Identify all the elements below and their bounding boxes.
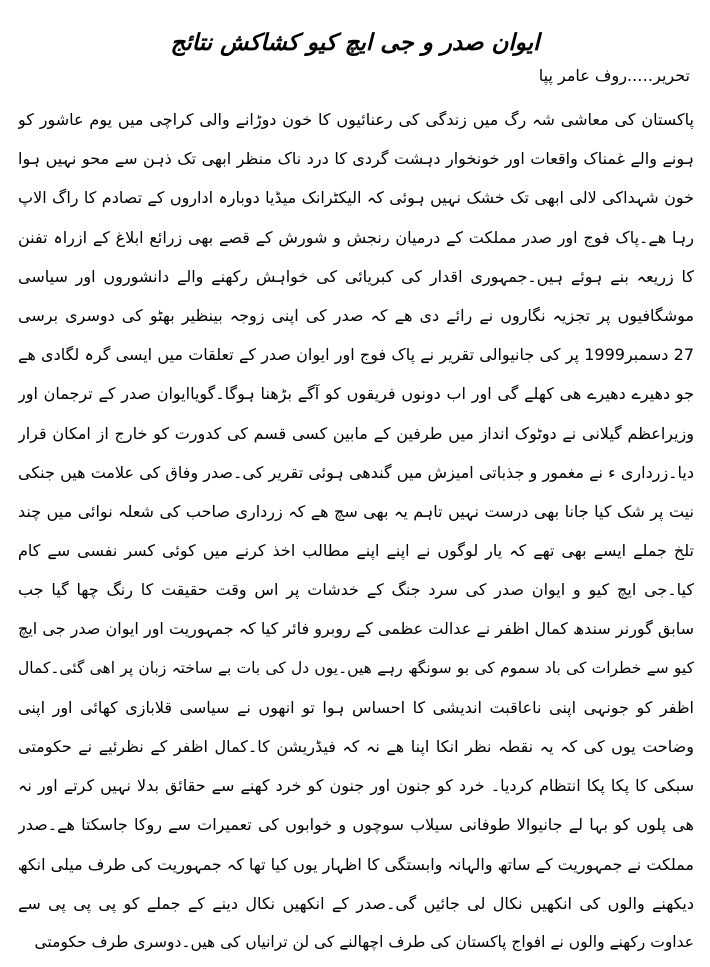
body-line: سبکی کا پکا پکا انتظام کردیا۔ خرد کو جنون اور جنون کو خرد کھنے سے حقائق بدلا نہیں کرتے اور نہ (18, 776, 694, 796)
body-line: کیا۔جی ایچ کیو و ایوان صدر کی سرد جنگ کے خدشات پر اس وقت حقیقت کا رنگ چھا گیا جب (18, 580, 694, 600)
body-line: ھی پلوں کو بہا لے جانیوالا طوفانی سیلاب سوچوں و خوابوں کی تعمیرات سے روکا جاسکتا ھے۔صدر (18, 815, 694, 835)
article-title: ایوان صدر و جی ایچ کیو کشاکش نتائج (170, 30, 540, 57)
body-line: دیا۔زرداری ء نے مغمور و جذباتی امیزش میں گندھی ہوئی تقریر کی۔صدر وفاق کی علامت ھیں جنکی (18, 462, 694, 482)
body-line: پاکستان کی معاشی شہ رگ میں زندگی کی رعنائیوں کا خون دوڑانے والی کراچی میں یوم عاشور کو (18, 110, 694, 129)
body-line: دیکھنے والوں کی انکھیں نکال لی جائیں گی۔صدر کے انکھیں نکال دینے کے جملے کو پی پی پی سے (18, 893, 694, 913)
body-line: موشگافیوں پر تجزیہ نگاروں نے رائے دی ھے کہ صدر کی اپنی زوجہ بینظیر بھٹو کی دوسری برسی (18, 305, 694, 325)
body-line: تلخ جملے ایسے بھی تھے کہ یار لوگوں نے اپنے اپنے مطالب اخذ کرنے میں کوئی کسر نفسی سے کام (18, 541, 694, 561)
body-line: ہونے والے غمناک واقعات اور خونخوار دہشت گردی کا درد ناک منظر ابھی تک ذہن سے محو نہیں ہوا (18, 149, 694, 169)
body-line: کیو سے خطرات کی باد سموم کی بو سونگھ رہے ھیں۔یوں دل کی بات بے ساختہ زبان پر اھی گئی۔کمال (18, 658, 694, 677)
body-line: وزیراعظم گیلانی نے دوٹوک انداز میں طرفین کے مابین کسی قسم کی کدورت کو خارج از امکان قرار (18, 423, 694, 443)
body-line: کا زریعہ بنے ہوئے ہیں۔جمہوری اقدار کی کبریائی کی خواہش رکھنے والے دانشوروں اور سیاسی (18, 266, 694, 286)
body-line: جو دھیرے دھیرے ھی کھلے گی اور اب دونوں فریقوں کو آگے بڑھنا ہوگا۔گویاایوان صدر کے ترجمان اور (18, 384, 694, 404)
body-line: وضاحت یوں کی کہ یہ نقطہ نظر انکا اپنا ھے نہ کہ فیڈریشن کا۔کمال اظفر کے نظرئیے نے حکومتی (18, 737, 694, 756)
body-line: 27 دسمبر1999 پر کی جانیوالی تقریر نے پاک فوج اور ایوان صدر کے تعلقات میں ایسی گرہ لگادی ھے (18, 345, 694, 365)
body-line: رہا ھے۔پاک فوج اور صدر مملکت کے درمیان رنجش و شورش کے قصے بھی زرائع ابلاغ کے ازراہ تفنن (18, 227, 694, 247)
body-line: سابق گورنر سندھ کمال اظفر نے عدالت عظمی کے روبرو فائر کیا کہ جمہوریت اور ایوان صدر جی ایچ (18, 619, 694, 639)
article-body (18, 100, 694, 962)
body-line: نیت پر شک کیا جانا بھی درست نہیں تاہم یہ بھی سچ ھے کہ زرداری صاحب کی شعلہ نوائی میں چند (18, 501, 694, 521)
author-byline: تحریر…..روف عامر پپا (538, 66, 690, 85)
body-line: مملکت نے جمہوریت کے ساتھ والہانہ وابستگی کا اظہار یوں کیا تھا کہ جمہوریت کی طرف میلی انکھ (18, 854, 694, 874)
body-line: خون شہداکی لالی ابھی تک خشک نہیں ہوئی کہ الیکٹرانک میڈیا دوبارہ اداروں کے تصادم کا راگ الاپ (18, 188, 694, 208)
body-line: اظفر کو جونہی اپنی ناعاقبت اندیشی کا احساس ہوا تو انھوں نے سیاسی قلابازی کھائی اور اپنی (18, 697, 694, 717)
body-line: عداوت رکھنے والوں نے افواج پاکستان کی طرف اچھالنے کی لن ترانیاں کی ھیں۔دوسری طرف حکومتی (34, 932, 694, 951)
